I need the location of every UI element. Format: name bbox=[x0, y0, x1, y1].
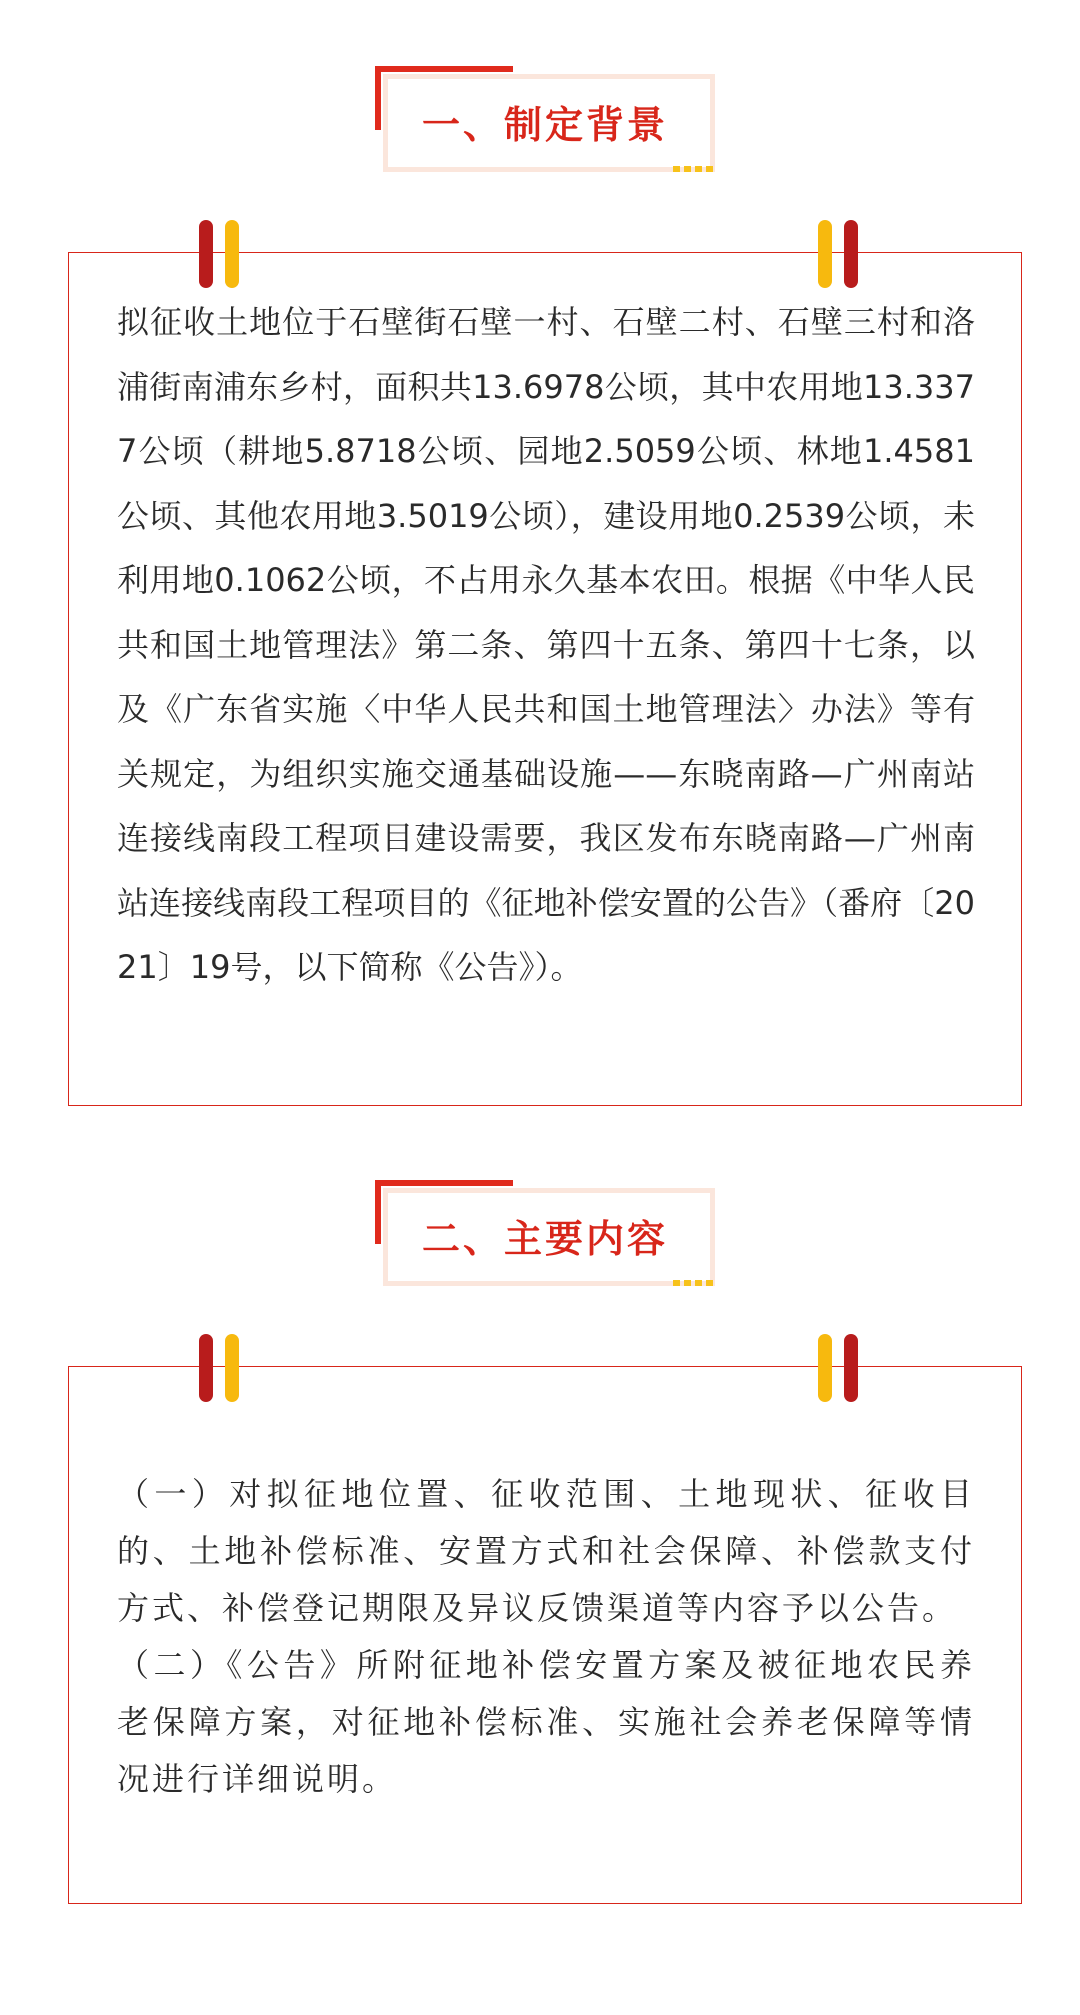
section-title: 二、主要内容 bbox=[421, 1217, 668, 1261]
paragraph: （一）对拟征地位置、征收范围、土地现状、征收目的、土地补偿标准、安置方式和社会保障、补偿款支付方式、补偿登记期限及异议反馈渠道等内容予以公告。 bbox=[117, 1475, 975, 1627]
red-pin bbox=[199, 220, 213, 288]
header-corner-accent bbox=[375, 1180, 513, 1186]
right-binder-pins bbox=[818, 220, 858, 288]
yellow-pin bbox=[225, 1334, 239, 1402]
section-1-body bbox=[117, 290, 975, 1000]
yellow-pin bbox=[818, 1334, 832, 1402]
section-1-header bbox=[375, 66, 715, 172]
section-2-header bbox=[375, 1180, 715, 1286]
header-dots-decoration bbox=[673, 1280, 713, 1286]
header-dots-decoration bbox=[673, 166, 713, 172]
paragraph: 拟征收土地位于石壁街石壁一村、石壁二村、石壁三村和洛浦街南浦东乡村，面积共13.6978公顷，其中农用地13.3377公顷（耕地5.8718公顷、园地2.5059公顷、林地1.4581公顷、其他农用地3.5019公顷），建设用地0.2539公顷，未利用地0.1062公顷，不占用永久基本农田。根据《中华人民共和国土地管理法》第二条、第四十五条、第四十七条，以及《广东省实施〈中华人民共和国土地管理法〉办法》等有关规定，为组织实施交通基础设施——东晓南路—广州南站连接线南段工程项目建设需要，我区发布东晓南路—广州南站连接线南段工程项目的《征地补偿安置的公告》（番府〔2021〕19号，以下简称《公告》）。 bbox=[117, 303, 975, 986]
header-corner-accent bbox=[375, 66, 513, 72]
section-2-body bbox=[117, 1466, 975, 1808]
paragraph: （二）《公告》所附征地补偿安置方案及被征地农民养老保障方案，对征地补偿标准、实施社会养老保障等情况进行详细说明。 bbox=[117, 1646, 975, 1798]
yellow-pin bbox=[818, 220, 832, 288]
red-pin bbox=[844, 220, 858, 288]
section-title: 一、制定背景 bbox=[421, 103, 668, 147]
yellow-pin bbox=[225, 220, 239, 288]
left-binder-pins bbox=[199, 220, 239, 288]
right-binder-pins bbox=[818, 1334, 858, 1402]
left-binder-pins bbox=[199, 1334, 239, 1402]
red-pin bbox=[199, 1334, 213, 1402]
red-pin bbox=[844, 1334, 858, 1402]
